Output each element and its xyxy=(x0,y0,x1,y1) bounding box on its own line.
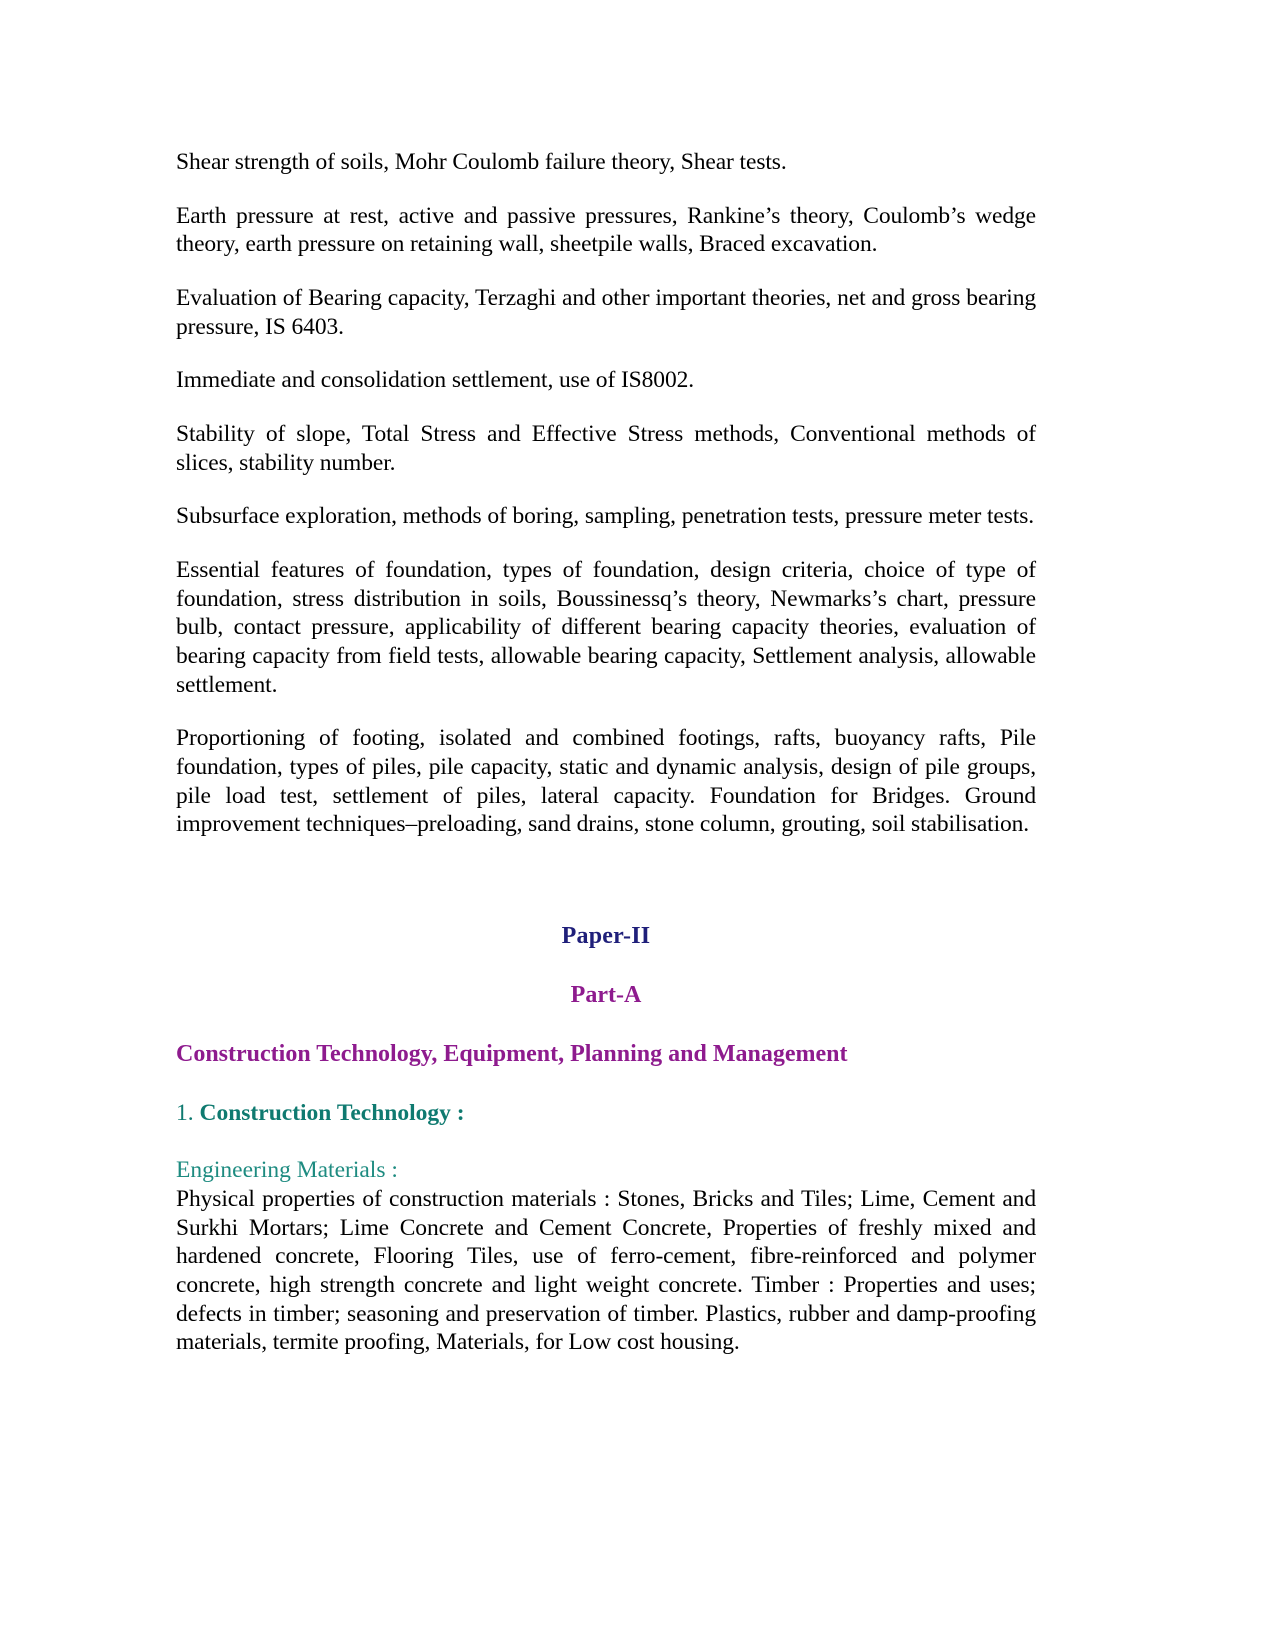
section-heading-gap xyxy=(176,1069,1036,1099)
engineering-materials-block xyxy=(176,1156,1036,1357)
part-heading-gap xyxy=(176,1009,1036,1040)
paragraph-subsurface-exploration: Subsurface exploration, methods of boring, sampling, penetration tests, pressure meter tests. xyxy=(176,503,1035,530)
topic-heading-gap xyxy=(176,1127,1036,1156)
topic-heading-number: 1. xyxy=(176,1100,200,1127)
paper-heading-gap xyxy=(176,951,1036,981)
paragraph-foundation-features: Essential features of foundation, types of foundation, design criteria, choice of type of foundation, stress distribution in soils, Boussinessq’s theory, Newmarks’s chart, pressure bulb, contact pressure, applicability of different bearing capacity theories, evaluation of bearing capacity from field tests, allowable bearing capacity, Settlement analysis, allowable settlement. xyxy=(176,556,1036,698)
paragraph-earth-pressure: Earth pressure at rest, active and passive pressures, Rankine’s theory, Coulomb’s wedge theory, earth pressure on retaining wall, sheetpile walls, Braced excavation. xyxy=(176,202,1036,258)
topic-heading-text: Construction Technology : xyxy=(199,1100,465,1127)
paragraph-proportioning-footing: Proportioning of footing, isolated and combined footings, rafts, buoyancy rafts, Pile foundation, types of piles, pile capacity, static and dynamic analysis, design of pile groups, pile load test, settlement of piles, lateral capacity. Foundation for Bridges. Ground improvement techniques–preloading, sand drains, stone column, grouting, soil stabilisation. xyxy=(176,725,1036,838)
part-heading: Part-A xyxy=(570,981,642,1008)
engineering-materials-body: Physical properties of construction materials : Stones, Bricks and Tiles; Lime, Cement and Surkhi Mortars; Lime Concrete and Cement Concrete, Properties of freshly mixed and hardened concrete, Flooring Tiles, use of ferro-cement, fibre-reinforced and polymer concrete, high strength concrete and light weight concrete. Timber : Properties and uses; defects in timber; seasoning and preservation of timber. Plastics, rubber and damp-proofing materials, termite proofing, Materials, for Low cost housing. xyxy=(176,1186,1036,1356)
topic-heading xyxy=(176,1099,1036,1127)
paper-heading: Paper-II xyxy=(561,922,651,949)
engineering-materials-label: Engineering Materials : xyxy=(176,1157,398,1184)
section-spacer xyxy=(176,864,1036,922)
paragraph-bearing-capacity: Evaluation of Bearing capacity, Terzaghi and other important theories, net and gross bearing pressure, IS 6403. xyxy=(176,284,1036,340)
paragraph-settlement: Immediate and consolidation settlement, use of IS8002. xyxy=(176,367,695,394)
document-content xyxy=(176,148,1036,1357)
section-heading: Construction Technology, Equipment, Planning and Management xyxy=(176,1041,848,1068)
paragraph-shear-strength: Shear strength of soils, Mohr Coulomb failure theory, Shear tests. xyxy=(176,149,787,175)
paragraph-slope-stability: Stability of slope, Total Stress and Effective Stress methods, Conventional methods of slices, stability number. xyxy=(176,420,1036,476)
